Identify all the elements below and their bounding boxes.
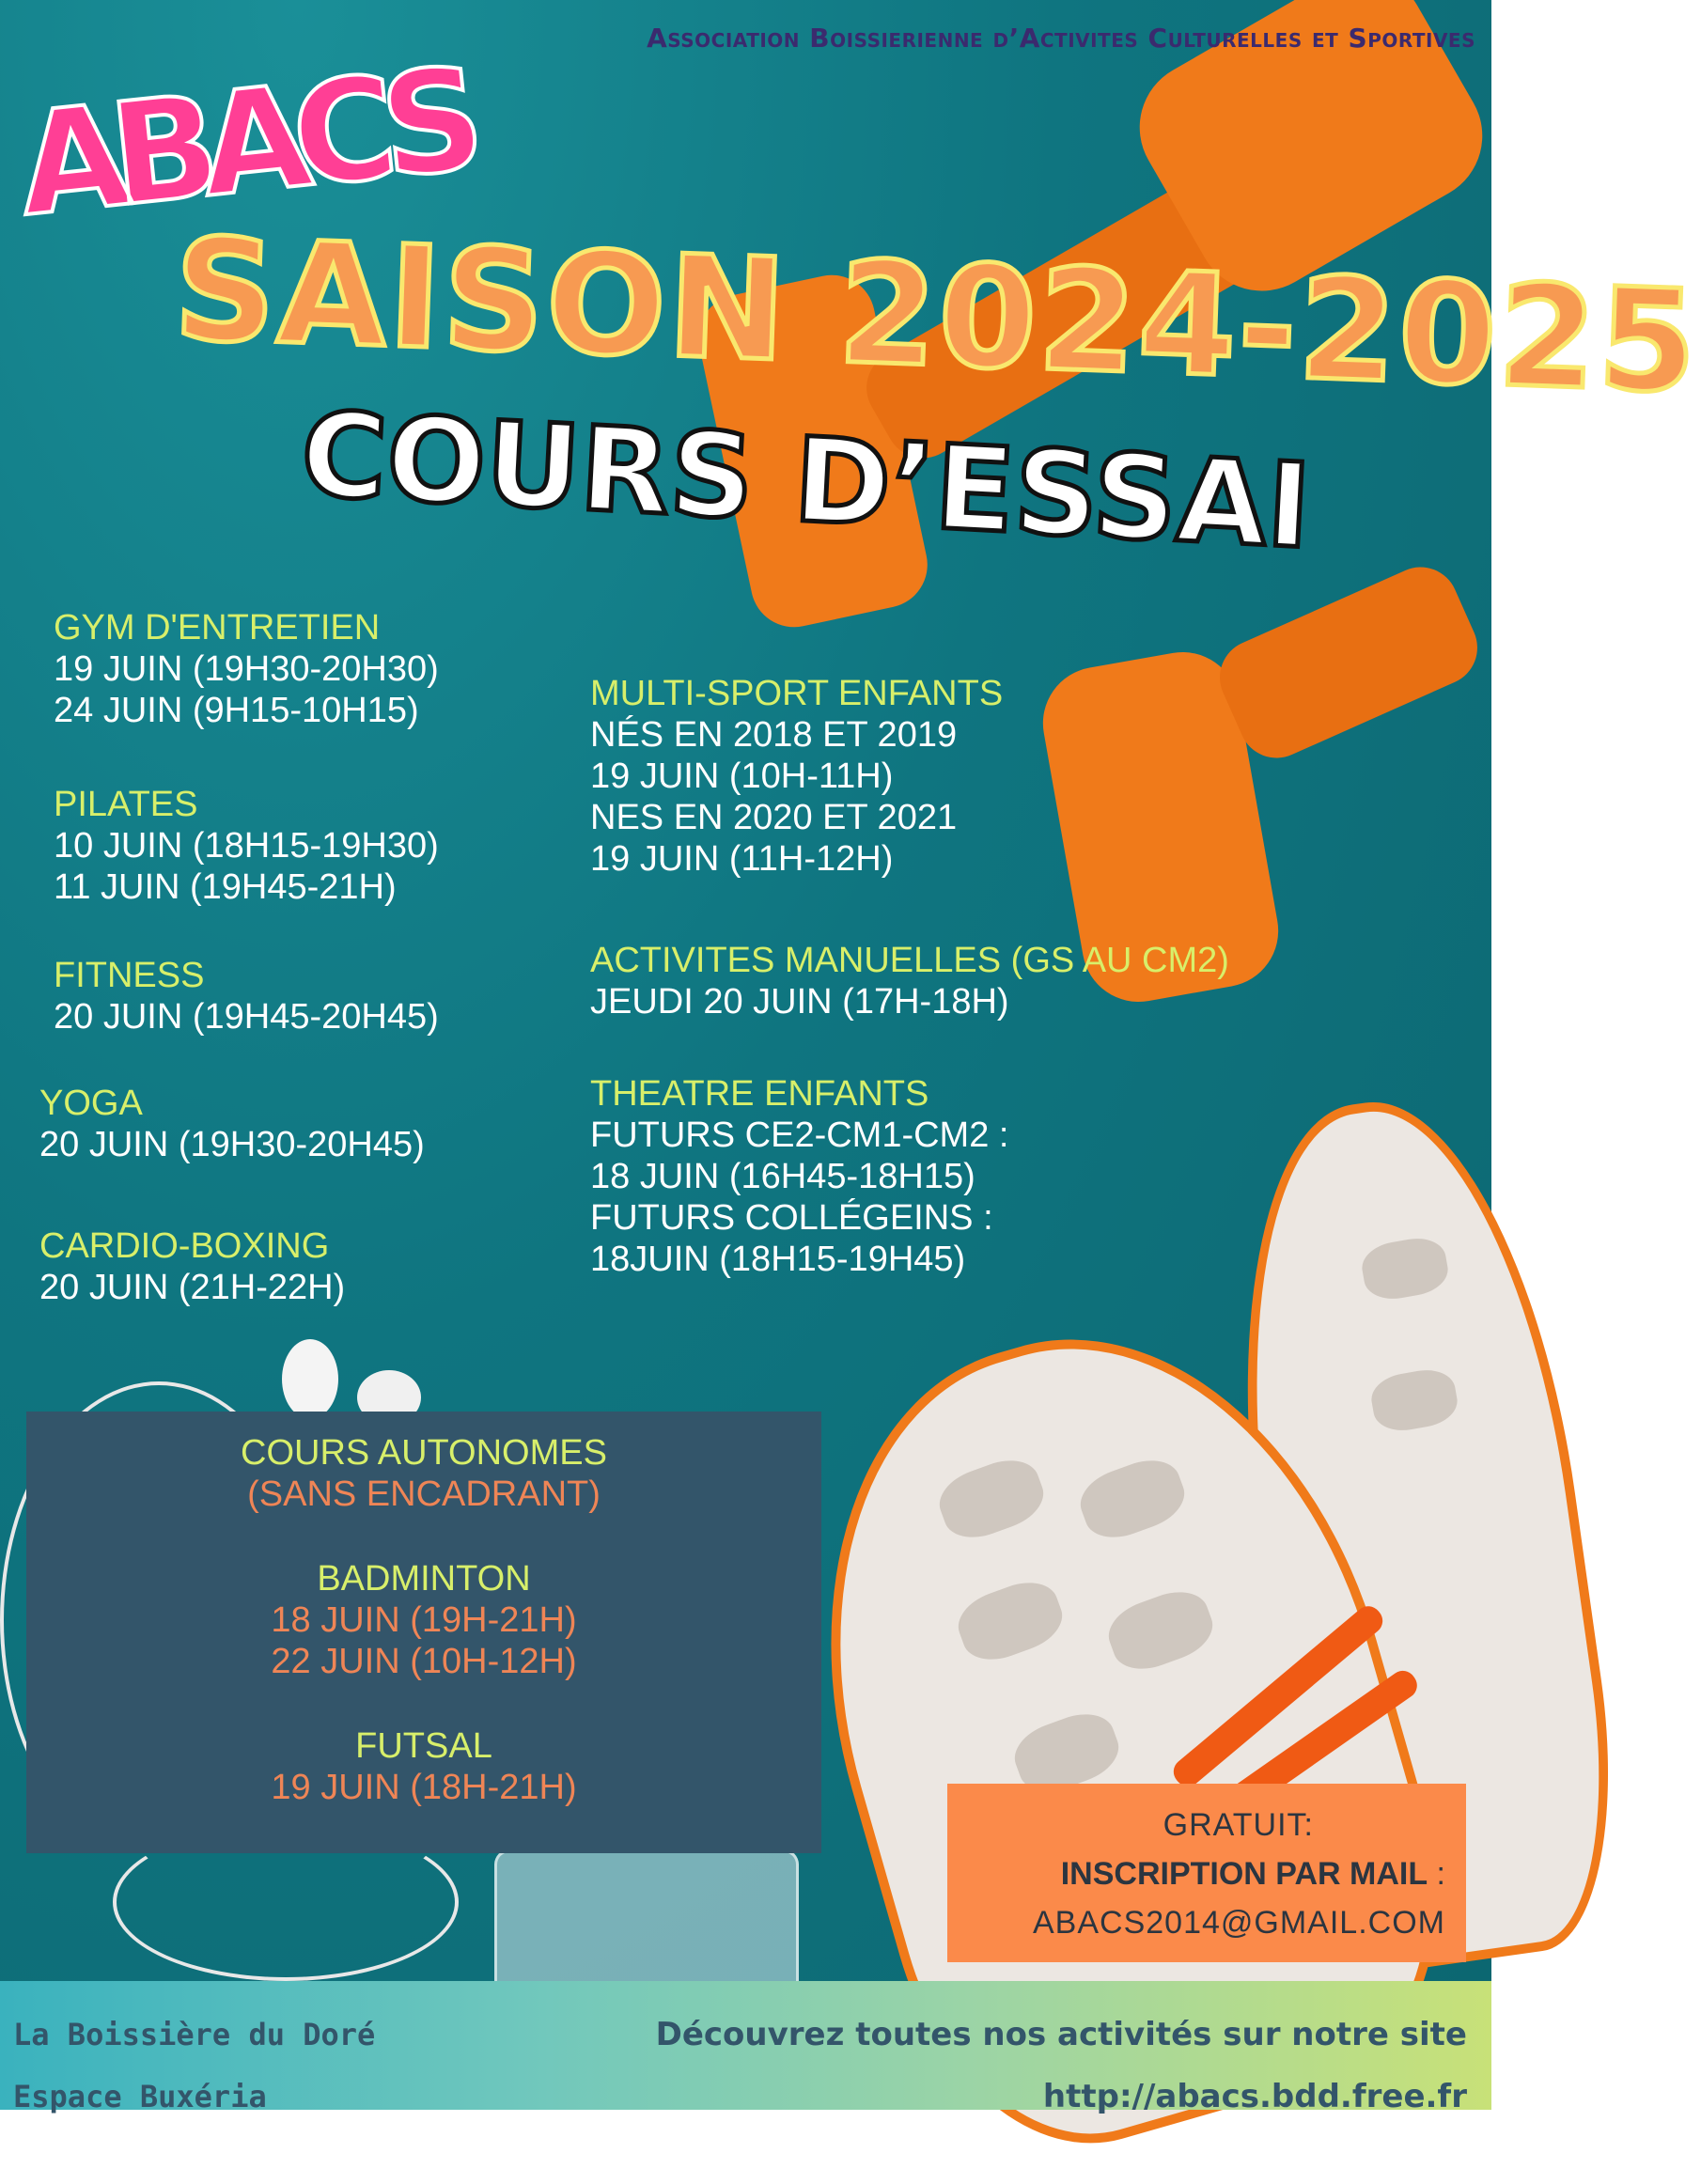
activity-schedule: JEUDI 20 JUIN (17H-18H) (590, 982, 1009, 1022)
activity-title: FITNESS (54, 956, 205, 995)
autonomous-classes-panel (26, 1412, 821, 1853)
registration-label: INSCRIPTION PAR MAIL : (1060, 1856, 1445, 1892)
activity-gym-entretien (54, 607, 439, 731)
futsal-title: FUTSAL (355, 1726, 492, 1766)
autonomous-subtitle: (SANS ENCADRANT) (247, 1474, 601, 1514)
activity-schedule: 24 JUIN (9H15-10H15) (54, 691, 419, 730)
autonomous-title: COURS AUTONOMES (241, 1433, 607, 1473)
registration-panel (947, 1784, 1466, 1962)
activity-schedule: 11 JUIN (19H45-21H) (54, 867, 397, 907)
activity-pilates (54, 784, 439, 908)
activity-schedule: 20 JUIN (19H45-20H45) (54, 997, 439, 1037)
activity-title: ACTIVITES MANUELLES (GS AU CM2) (590, 941, 1229, 980)
activity-schedule: 18 JUIN (16H45-18H15) (590, 1157, 975, 1196)
activity-fitness (54, 955, 439, 1037)
activity-multi-sport (590, 673, 1003, 880)
contact-email[interactable]: ABACS2014@GMAIL.COM (1033, 1905, 1445, 1941)
activity-title: CARDIO-BOXING (39, 1226, 330, 1266)
activity-title: MULTI-SPORT ENFANTS (590, 674, 1004, 713)
activity-cardio-boxing (39, 1225, 345, 1308)
activity-schedule: 20 JUIN (21H-22H) (39, 1268, 346, 1307)
activity-title: PILATES (54, 785, 198, 824)
association-name: Association Boissierienne d’Activites Culturelles et Sportives (647, 23, 1475, 54)
activity-schedule: FUTURS CE2-CM1-CM2 : (590, 1115, 1009, 1155)
activity-schedule: 10 JUIN (18H15-19H30) (54, 826, 439, 866)
activity-yoga (39, 1083, 425, 1165)
badminton-schedule: 22 JUIN (10H-12H) (271, 1642, 577, 1681)
activity-schedule: FUTURS COLLÉGEINS : (590, 1198, 993, 1238)
logo-lettering: ABACS (11, 39, 476, 248)
activity-title: GYM D'ENTRETIEN (54, 608, 381, 647)
activity-title: THEATRE ENFANTS (590, 1074, 929, 1114)
badminton-title: BADMINTON (317, 1559, 531, 1599)
footer-website (656, 2004, 1467, 2128)
badminton-schedule: 18 JUIN (19H-21H) (271, 1600, 577, 1640)
activity-schedule: 19 JUIN (19H30-20H30) (54, 649, 439, 689)
venue-name: Espace Buxéria (13, 2079, 267, 2114)
footer-location (13, 2004, 375, 2128)
trial-classes-title: COURS D’ESSAI (297, 386, 1314, 576)
activity-schedule: 19 JUIN (11H-12H) (590, 839, 894, 879)
town-name: La Boissière du Doré (13, 2017, 376, 2052)
footer-bar (0, 1981, 1491, 2115)
activity-theatre (590, 1073, 1008, 1280)
free-label: GRATUIT: (1163, 1807, 1314, 1843)
activity-schedule: NÉS EN 2018 ET 2019 (590, 715, 958, 755)
activity-title: YOGA (39, 1084, 143, 1123)
activity-schedule: 20 JUIN (19H30-20H45) (39, 1125, 425, 1164)
activity-manual-crafts (590, 940, 1229, 1022)
futsal-schedule: 19 JUIN (18H-21H) (271, 1768, 577, 1807)
activity-schedule: 19 JUIN (10H-11H) (590, 757, 894, 796)
water-bottle-illustration (494, 1849, 799, 1996)
website-link[interactable]: http://abacs.bdd.free.fr (1042, 2078, 1467, 2115)
season-title: SAISON 2024-2025 (171, 208, 1701, 426)
activity-schedule: 18JUIN (18H15-19H45) (590, 1240, 966, 1279)
activity-schedule: NES EN 2020 ET 2021 (590, 798, 958, 837)
website-invite: Découvrez toutes nos activités sur notre site (655, 2016, 1467, 2053)
